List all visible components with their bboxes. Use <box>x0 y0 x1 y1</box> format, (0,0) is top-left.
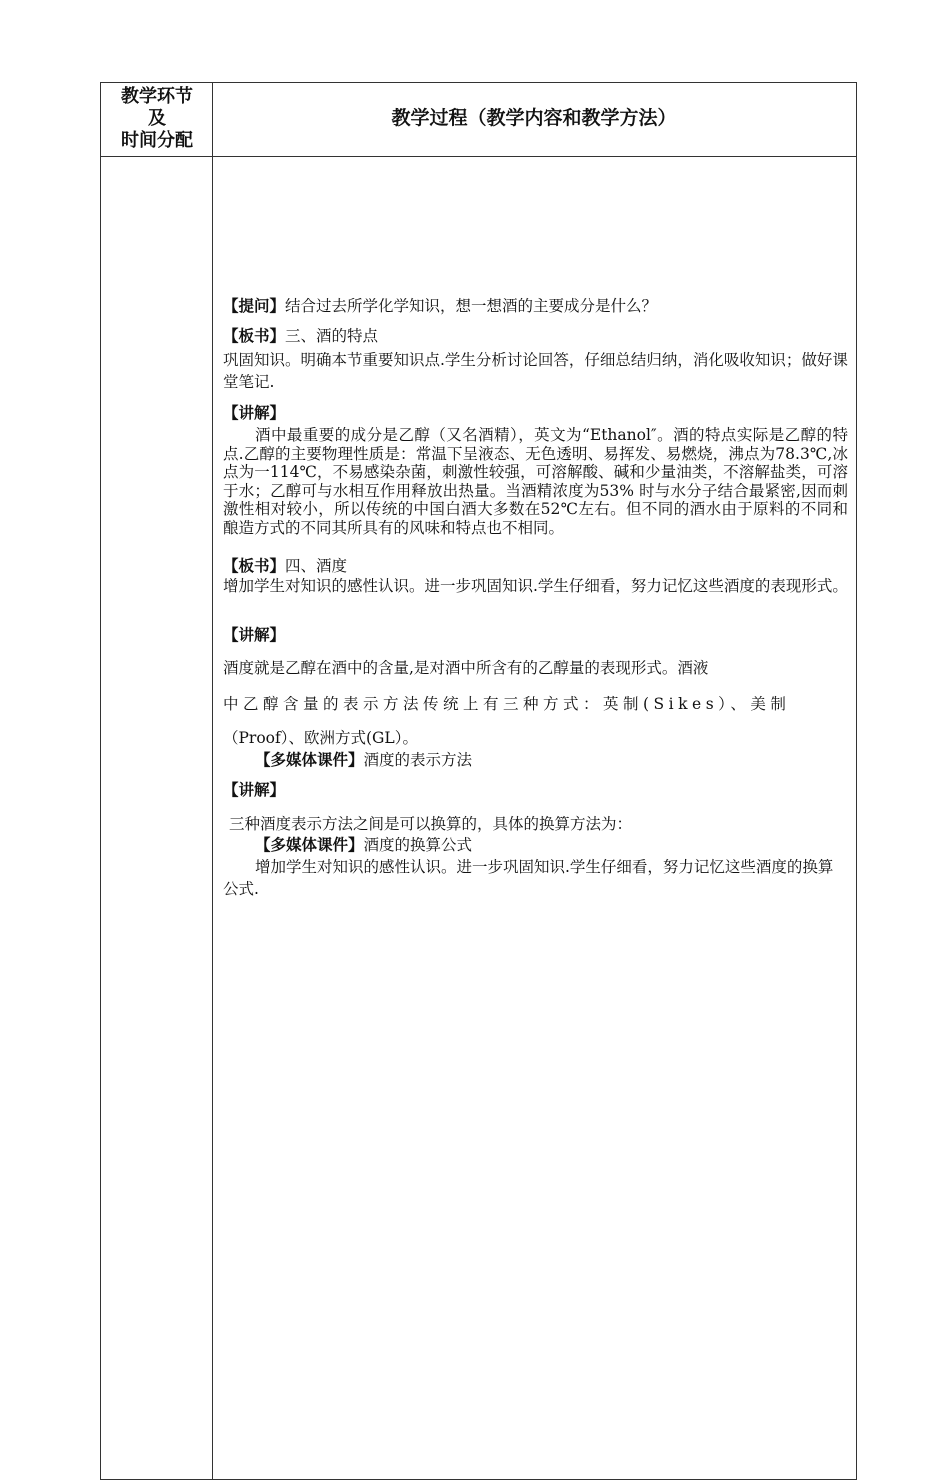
explain-heading-3 <box>223 780 848 801</box>
explain-line-3 <box>223 728 848 749</box>
explain-line-1 <box>223 658 848 679</box>
explain-2-line-2: 中乙醇含量的表示方法传统上有三种方式：英制(Sikes）、美制 <box>223 695 791 713</box>
consolidate-text: 巩固知识。明确本节重要知识点.学生分析讨论回答，仔细总结归纳，消化吸收知识；做好课堂笔记. <box>223 351 848 391</box>
header-process-cell: 教学过程（教学内容和教学方法） <box>391 107 677 129</box>
explain-paragraph-1 <box>223 426 848 537</box>
table-right-border <box>856 82 857 1480</box>
explain-tag-3: 【讲解】 <box>223 781 286 799</box>
board-follow-paragraph <box>223 576 848 598</box>
multimedia-follow-paragraph <box>223 856 848 900</box>
board-text-1: 三、酒的特点 <box>285 327 379 345</box>
explain-paragraph-3 <box>229 814 854 835</box>
explain-tag-1: 【讲解】 <box>223 404 286 422</box>
board-tag-2: 【板书】 <box>223 557 286 575</box>
table-left-border <box>100 82 101 1480</box>
explain-heading-2 <box>223 625 848 646</box>
multimedia-follow-text: 增加学生对知识的感性认识。进一步巩固知识.学生仔细看，努力记忆这些酒度的换算公式. <box>223 858 834 898</box>
explain-tag-2: 【讲解】 <box>223 626 286 644</box>
board-tag-1: 【板书】 <box>223 327 286 345</box>
explain-text-3: 三种酒度表示方法之间是可以换算的，具体的换算方法为： <box>229 815 633 833</box>
consolidate-paragraph <box>223 350 848 393</box>
board-follow-text: 增加学生对知识的感性认识。进一步巩固知识.学生仔细看，努力记忆这些酒度的表现形式。 <box>223 577 848 595</box>
table-top-border <box>100 82 857 83</box>
header-stage-line2: 及 <box>148 108 166 129</box>
explain-line-2 <box>223 694 848 715</box>
question-block <box>223 296 848 317</box>
explain-2-line-1: 酒度就是乙醇在酒中的含量,是对酒中所含有的乙醇量的表现形式。酒液 <box>223 659 709 677</box>
multimedia-tag-1: 【多媒体课件】 <box>255 751 364 769</box>
board-note-2 <box>223 557 848 576</box>
header-stage-line3: 时间分配 <box>121 130 193 151</box>
multimedia-tag-2: 【多媒体课件】 <box>255 836 364 854</box>
board-text-2: 四、酒度 <box>285 557 348 575</box>
header-stage-line1: 教学环节 <box>121 86 193 107</box>
multimedia-text-1: 酒度的表示方法 <box>363 751 473 769</box>
explain-2-line-3: （Proof）、欧洲方式(GL）。 <box>223 729 418 747</box>
question-text: 结合过去所学化学知识，想一想酒的主要成分是什么？ <box>285 297 658 315</box>
multimedia-text-2: 酒度的换算公式 <box>363 836 473 854</box>
explain-heading-1 <box>223 403 848 424</box>
board-note-1 <box>223 326 848 347</box>
header-stage-time-cell <box>102 86 212 152</box>
multimedia-note-2 <box>223 836 848 855</box>
multimedia-note-1 <box>223 750 848 771</box>
question-tag: 【提问】 <box>223 297 286 315</box>
column-divider <box>212 82 213 1480</box>
explain-text-1: 酒中最重要的成分是乙醇（又名酒精），英文为“Ethanol″。酒的特点实际是乙醇的特点.乙醇的主要物理性质是：常温下呈液态、无色透明、易挥发、易燃烧，沸点为78.3℃,冰点为一114℃，不易感染杂菌，刺激性较强，可溶解酸、碱和少量油类，不溶解盐类，可溶于水；乙醇可与水相互作用释放出热量。当酒精浓度为53% 时与水分子结合最紧密,因而刺激性相对较小，所以传统的中国白酒大多数在52℃左右。但不同的酒水由于原料的不同和酿造方式的不同其所具有的风味和特点也不相同。 <box>223 426 848 537</box>
header-bottom-border <box>100 156 857 157</box>
